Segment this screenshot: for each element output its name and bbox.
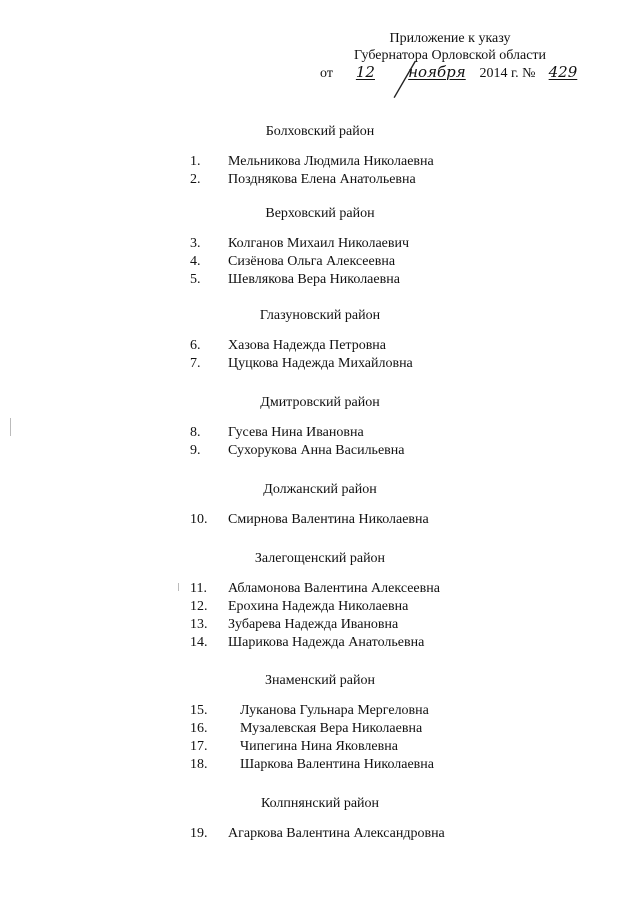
district-heading: Дмитровский район — [260, 395, 380, 410]
item-number: 9. — [190, 443, 201, 458]
person-name: Сизёнова Ольга Алексеевна — [228, 254, 396, 269]
item-number: 18. — [190, 757, 208, 772]
person-name: Сухорукова Анна Васильевна — [228, 443, 405, 458]
item-number: 7. — [190, 356, 201, 371]
item-number: 4. — [190, 254, 201, 269]
item-number: 10. — [190, 512, 208, 527]
person-name: Агаркова Валентина Александровна — [228, 826, 445, 841]
person-name: Смирнова Валентина Николаевна — [228, 512, 429, 527]
person-name: Луканова Гульнара Мергеловна — [240, 703, 429, 718]
item-number: 2. — [190, 172, 201, 187]
person-name: Чипегина Нина Яковлевна — [240, 739, 398, 754]
person-name: Хазова Надежда Петровна — [228, 338, 387, 353]
person-name: Гусева Нина Ивановна — [228, 425, 364, 440]
document-header — [300, 30, 600, 82]
item-number: 13. — [190, 617, 208, 632]
item-number: 5. — [190, 272, 201, 287]
date-prefix: от — [320, 66, 333, 81]
item-number: 17. — [190, 739, 208, 754]
person-name: Абламонова Валентина Алексеевна — [228, 581, 440, 596]
item-number: 15. — [190, 703, 208, 718]
header-authority: Губернатора Орловской области — [353, 48, 547, 63]
person-name: Шарикова Надежда Анатольевна — [228, 635, 425, 650]
person-name: Позднякова Елена Анатольевна — [228, 172, 416, 187]
person-name: Цуцкова Надежда Михайловна — [228, 356, 413, 371]
district-heading: Глазуновский район — [259, 308, 381, 323]
person-name: Шевлякова Вера Николаевна — [228, 272, 400, 287]
item-number: 14. — [190, 635, 208, 650]
item-number: 8. — [190, 425, 201, 440]
district-heading: Знаменский район — [265, 673, 375, 688]
person-name: Мельникова Людмила Николаевна — [228, 154, 434, 169]
handwritten-decree-number: 429 — [548, 63, 578, 81]
district-heading: Колпнянский район — [260, 796, 380, 811]
item-number: 3. — [190, 236, 201, 251]
header-title: Приложение к указу — [389, 31, 511, 46]
handwritten-day: 12 — [355, 63, 375, 81]
scan-edge-mark — [178, 583, 179, 591]
item-number: 12. — [190, 599, 208, 614]
date-year-label: 2014 г. № — [479, 66, 536, 81]
item-number: 16. — [190, 721, 208, 736]
header-date-line — [300, 64, 600, 82]
district-heading: Верховский район — [265, 206, 375, 221]
district-heading: Болховский район — [265, 124, 375, 139]
item-number: 1. — [190, 154, 201, 169]
person-name: Колганов Михаил Николаевич — [228, 236, 410, 251]
item-number: 11. — [190, 581, 207, 596]
person-name: Шаркова Валентина Николаевна — [240, 757, 434, 772]
district-heading: Залегощенский район — [254, 551, 386, 566]
person-name: Ерохина Надежда Николаевна — [228, 599, 409, 614]
item-number: 6. — [190, 338, 201, 353]
person-name: Зубарева Надежда Ивановна — [228, 617, 399, 632]
district-heading: Должанский район — [263, 482, 377, 497]
item-number: 19. — [190, 826, 208, 841]
handwritten-month: ноября — [408, 63, 466, 81]
person-name: Музалевская Вера Николаевна — [240, 721, 423, 736]
scan-edge-mark — [10, 418, 11, 436]
